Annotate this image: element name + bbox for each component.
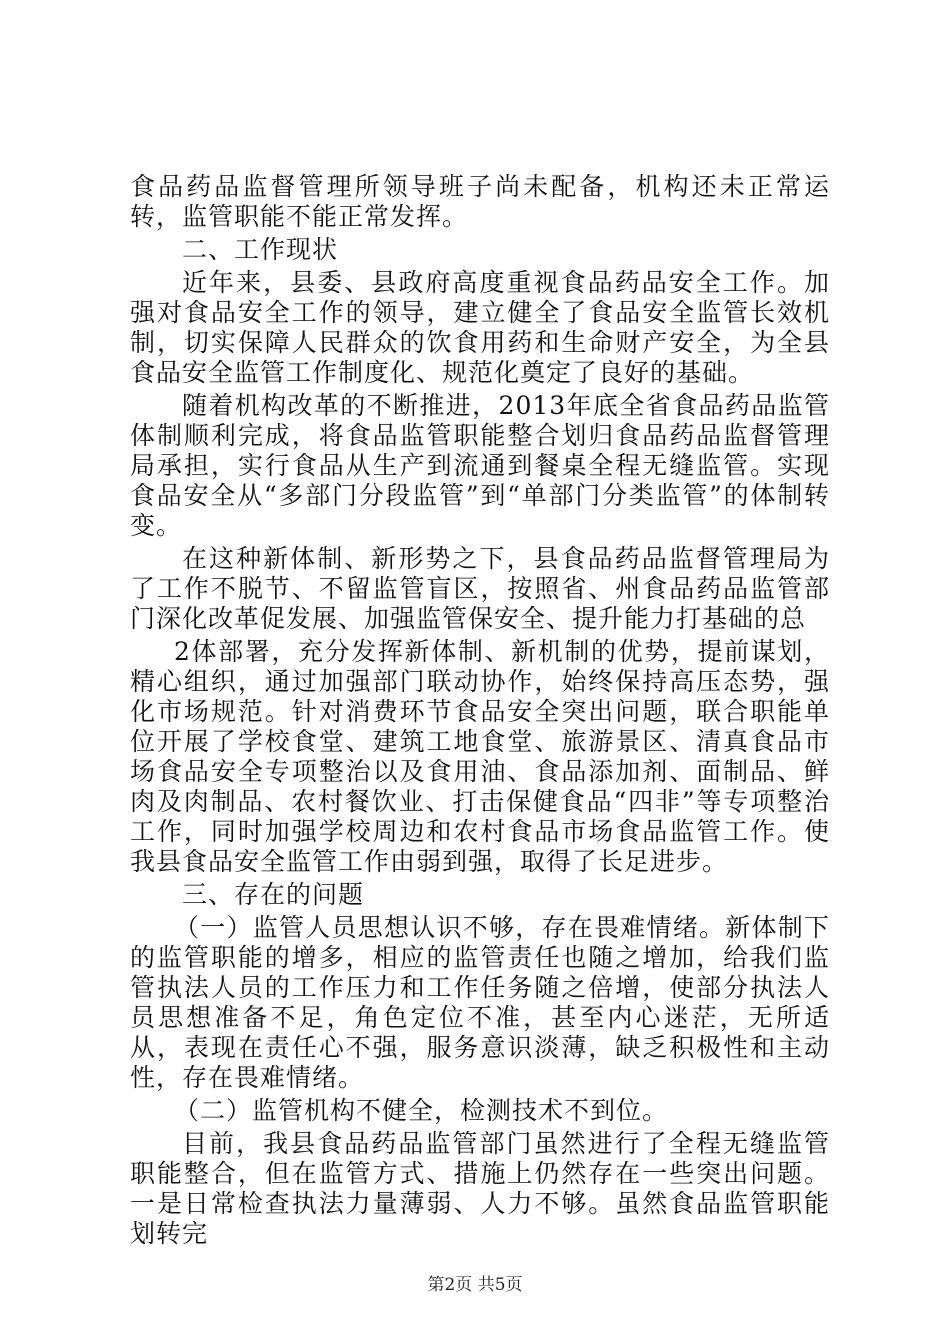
- paragraph-new-system: 在这种新体制、新形势之下，县食品药品监督管理局为了工作不脱节、不留监管盲区，按照省、州食品药品监管部门深化改革促发展、加强监管保安全、提升能力打基础的总: [130, 544, 830, 633]
- body-text: [130, 172, 830, 1249]
- paragraph-problem-1: （一）监管人员思想认识不够，存在畏难情绪。新体制下的监管职能的增多，相应的监管责任也随之增加，给我们监管执法人员的工作压力和工作任务随之倍增，使部分执法人员思想准备不足，角色定位不准，甚至内心迷茫，无所适从，表现在责任心不强，服务意识淡薄，缺乏积极性和主动性，存在畏难情绪。: [130, 913, 830, 1092]
- paragraph-current: 目前，我县食品药品监管部门虽然进行了全程无缝监管职能整合，但在监管方式、措施上仍然存在一些突出问题。一是日常检查执法力量薄弱、人力不够。虽然食品监管职能划转完: [130, 1129, 830, 1248]
- section-heading-3: 三、存在的问题: [182, 880, 365, 909]
- paragraph-work-status: 近年来，县委、县政府高度重视食品药品安全工作。加强对食品安全工作的领导，建立健全了食品安全监管长效机制，切实保障人民群众的饮食用药和生命财产安全，为全县食品安全监管工作制度化、规范化奠定了良好的基础。: [130, 268, 830, 387]
- page-footer: 第2页 共5页: [427, 1275, 523, 1295]
- paragraph-reform: 随着机构改革的不断推进，2013年底全省食品药品监管体制顺利完成，将食品监管职能整合划归食品药品监督管理局承担，实行食品从生产到流通到餐桌全程无缝监管。实现食品安全从“多部门分段监管”到“单部门分类监管”的体制转变。: [130, 391, 830, 540]
- section-heading-2: 二、工作现状: [182, 235, 339, 264]
- paragraph-deployment: 2体部署，充分发挥新体制、新机制的优势，提前谋划，精心组织，通过加强部门联动协作，始终保持高压态势，强化市场规范。针对消费环节食品安全突出问题，联合职能单位开展了学校食堂、建筑工地食堂、旅游景区、清真食品市场食品安全专项整治以及食用油、食品添加剂、面制品、鲜肉及肉制品、农村餐饮业、打击保健食品“四非”等专项整治工作，同时加强学校周边和农村食品市场食品监管工作。使我县食品安全监管工作由弱到强，取得了长足进步。: [130, 637, 830, 876]
- paragraph-problem-2-heading: （二）监管机构不健全，检测技术不到位。: [174, 1096, 669, 1125]
- paragraph-continuation: 食品药品监督管理所领导班子尚未配备，机构还未正常运转，监管职能不能正常发挥。: [130, 172, 830, 231]
